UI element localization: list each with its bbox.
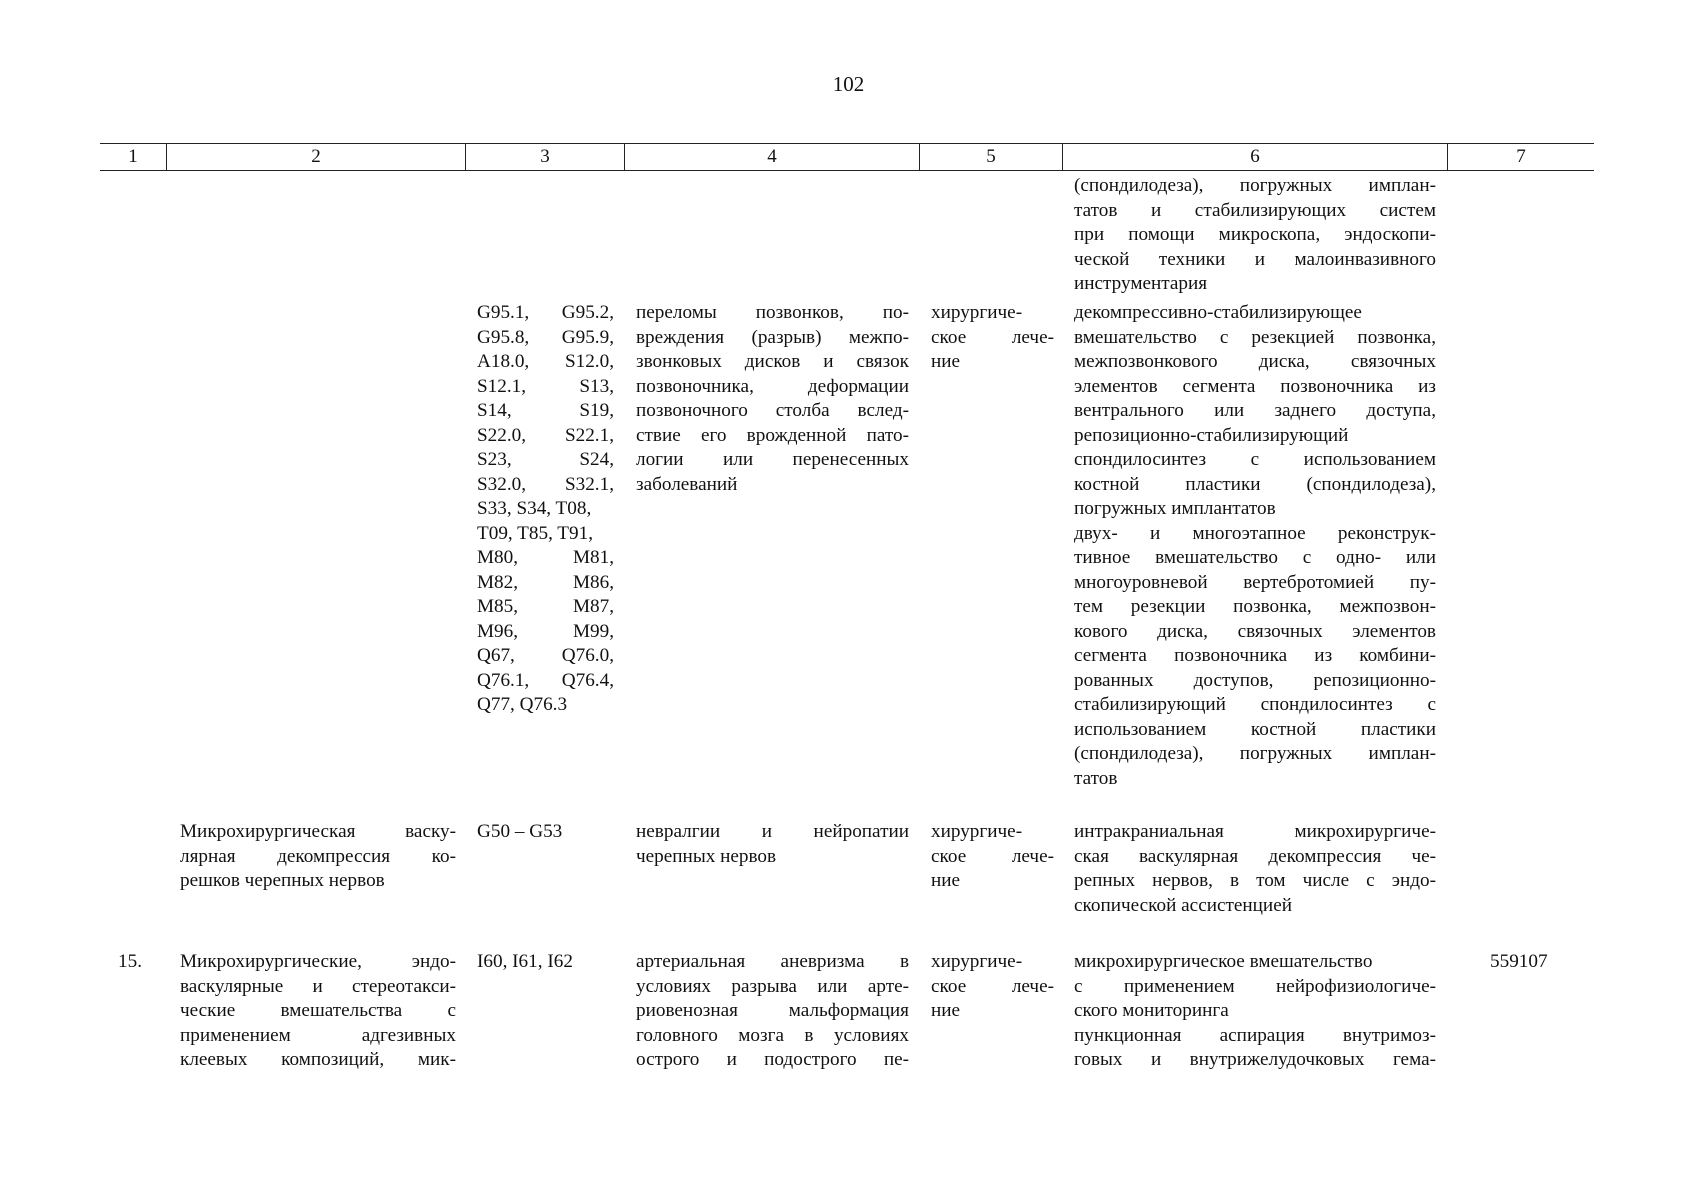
- code: S32.0,: [477, 473, 527, 495]
- text-line: 15.: [118, 951, 142, 972]
- text-line: васкулярные и стереотакси-: [180, 975, 456, 997]
- text-line: инструментария: [1074, 273, 1208, 294]
- code: M81,: [572, 547, 614, 568]
- code: S23,: [477, 449, 512, 470]
- text-line: риовенозная мальформация: [636, 1000, 909, 1021]
- row-d-method-group: [180, 950, 456, 1073]
- code: S14,: [477, 400, 512, 421]
- row-c-diagnosis: [636, 820, 909, 869]
- text-line: (спондилодеза), погружных имплан-: [1074, 175, 1436, 196]
- text-line: клеевых композиций, мик-: [180, 1049, 456, 1070]
- text-line: позвоночного столба вслед-: [636, 400, 909, 421]
- code: G95.1,: [477, 302, 530, 323]
- header-col-2: 2: [166, 144, 465, 170]
- row-c-icd-codes: [477, 820, 614, 845]
- text-line: использованием костной пластики: [1074, 718, 1436, 740]
- text-line: декомпрессивно-стабилизирующее: [1074, 302, 1362, 323]
- text-line: говых и внутрижелудочковых гема-: [1074, 1049, 1436, 1070]
- code: S19,: [579, 400, 614, 421]
- text-line: хирургиче-: [931, 302, 1023, 323]
- text-line: заболеваний: [636, 473, 738, 495]
- code: G95.2,: [561, 302, 614, 323]
- text-line: артериальная аневризма в: [636, 951, 909, 972]
- text-line: вентрального или заднего доступа,: [1074, 400, 1436, 421]
- text-line: (спондилодеза), погружных имплан-: [1074, 743, 1436, 764]
- text-line: применением адгезивных: [180, 1024, 456, 1046]
- text-line: пункционная аспирация внутримоз-: [1074, 1024, 1436, 1046]
- code: S22.1,: [564, 424, 614, 446]
- row-b-treatment-type: [931, 301, 1054, 375]
- code: A18.0,: [477, 351, 530, 372]
- header-col-5: 5: [919, 144, 1062, 170]
- text-line: вмешательство с резекцией позвонка,: [1074, 326, 1436, 348]
- text-line: решков черепных нервов: [180, 870, 385, 891]
- text-line: звонковых дисков и связок: [636, 351, 909, 372]
- text-line: репозиционно-стабилизирующий: [1074, 424, 1349, 446]
- text-line: головного мозга в условиях: [636, 1024, 909, 1046]
- text-line: невралгии и нейропатии: [636, 821, 909, 842]
- text-line: Микрохирургическая васку-: [180, 821, 456, 842]
- code: S22.0,: [477, 424, 527, 446]
- row-b-diagnosis: [636, 301, 909, 497]
- text-line: ние: [931, 1000, 961, 1021]
- text-line: острого и подострого пе-: [636, 1049, 909, 1070]
- row-d-cost: [1490, 950, 1560, 975]
- text-line: ское лече-: [931, 845, 1054, 867]
- text-line: ствие его врожденной пато-: [636, 424, 909, 446]
- text-line: двух- и многоэтапное реконструк-: [1074, 522, 1436, 544]
- text-line: микрохирургическое вмешательство: [1074, 951, 1373, 972]
- text-line: ская васкулярная декомпрессия че-: [1074, 845, 1436, 867]
- code: M87,: [572, 596, 614, 617]
- text-line: тивное вмешательство с одно- или: [1074, 547, 1436, 568]
- text-line: G50 – G53: [477, 821, 563, 842]
- text-line: татов: [1074, 767, 1118, 789]
- text-line: элементов сегмента позвоночника из: [1074, 375, 1436, 397]
- text-line: ческой техники и малоинвазивного: [1074, 248, 1436, 270]
- row-d-treatment-type: [931, 950, 1054, 1024]
- row-d-diagnosis: [636, 950, 909, 1073]
- text-line: хирургиче-: [931, 821, 1023, 842]
- text-line: ское лече-: [931, 326, 1054, 348]
- text-line: интракраниальная микрохирургиче-: [1074, 821, 1436, 842]
- row-c-intervention: [1074, 820, 1436, 918]
- code: M80,: [477, 547, 519, 568]
- text-line: костной пластики (спондилодеза),: [1074, 473, 1436, 495]
- code: Q67,: [477, 645, 515, 666]
- text-line: Микрохирургические, эндо-: [180, 951, 456, 972]
- header-col-7: 7: [1447, 144, 1594, 170]
- text-line: 559107: [1490, 951, 1548, 972]
- code: S33, S34, T08,: [477, 498, 592, 519]
- text-line: ского мониторинга: [1074, 1000, 1229, 1021]
- text-line: стабилизирующий спондилосинтез с: [1074, 694, 1436, 715]
- row-a-intervention: [1074, 174, 1436, 297]
- text-line: репных нервов, в том числе с эндо-: [1074, 870, 1436, 891]
- code: S32.1,: [564, 473, 614, 495]
- text-line: рованных доступов, репозиционно-: [1074, 669, 1436, 691]
- code: M82,: [477, 571, 519, 593]
- code: S24,: [579, 449, 614, 470]
- row-d-number: [118, 950, 158, 975]
- text-line: многоуровневой вертебротомией пу-: [1074, 571, 1436, 593]
- text-line: при помощи микроскопа, эндоскопи-: [1074, 224, 1436, 245]
- text-line: черепных нервов: [636, 845, 777, 867]
- text-line: условиях разрыва или арте-: [636, 975, 909, 997]
- text-line: кового диска, связочных элементов: [1074, 620, 1436, 642]
- text-line: ние: [931, 870, 961, 891]
- code: Q76.0,: [561, 645, 614, 666]
- code: S12.0,: [564, 351, 614, 372]
- code: M86,: [572, 571, 614, 593]
- text-line: скопической ассистенцией: [1074, 894, 1292, 916]
- text-line: логии или перенесенных: [636, 449, 909, 470]
- text-line: ческие вмешательства с: [180, 1000, 456, 1021]
- header-col-4: 4: [624, 144, 919, 170]
- code: G95.9,: [561, 326, 614, 348]
- text-line: вреждения (разрыв) межпо-: [636, 326, 909, 348]
- text-line: ние: [931, 351, 961, 372]
- code: Q77, Q76.3: [477, 694, 568, 715]
- page-number: 102: [832, 72, 865, 96]
- header-col-1: 1: [128, 146, 138, 167]
- code: G95.8,: [477, 326, 530, 348]
- text-line: I60, I61, I62: [477, 951, 573, 972]
- text-line: лярная декомпрессия ко-: [180, 845, 456, 867]
- code: Q76.1,: [477, 669, 530, 691]
- row-c-treatment-type: [931, 820, 1054, 894]
- text-line: тем резекции позвонка, межпозвон-: [1074, 596, 1436, 617]
- row-c-method-group: [180, 820, 456, 894]
- text-line: межпозвонкового диска, связочных: [1074, 351, 1436, 372]
- code: M96,: [477, 620, 519, 642]
- code: M85,: [477, 596, 519, 617]
- row-b-icd-codes: [477, 301, 614, 718]
- text-line: с применением нейрофизиологиче-: [1074, 975, 1436, 997]
- text-line: сегмента позвоночника из комбини-: [1074, 645, 1436, 666]
- text-line: татов и стабилизирующих систем: [1074, 199, 1436, 221]
- text-line: погружных имплантатов: [1074, 498, 1276, 519]
- text-line: ское лече-: [931, 975, 1054, 997]
- header-col-6: 6: [1062, 144, 1447, 170]
- text-line: хирургиче-: [931, 951, 1023, 972]
- code: S12.1,: [477, 375, 527, 397]
- text-line: переломы позвонков, по-: [636, 302, 909, 323]
- text-line: позвоночника, деформации: [636, 375, 909, 397]
- text-line: спондилосинтез с использованием: [1074, 449, 1436, 470]
- row-b-intervention: [1074, 301, 1436, 791]
- code: Q76.4,: [561, 669, 614, 691]
- code: S13,: [579, 375, 614, 397]
- table-header-row: [100, 143, 1594, 171]
- row-d-icd-codes: [477, 950, 614, 975]
- code: T09, T85, T91,: [477, 522, 594, 544]
- header-col-3: 3: [465, 144, 624, 170]
- code: M99,: [572, 620, 614, 642]
- row-d-intervention: [1074, 950, 1436, 1073]
